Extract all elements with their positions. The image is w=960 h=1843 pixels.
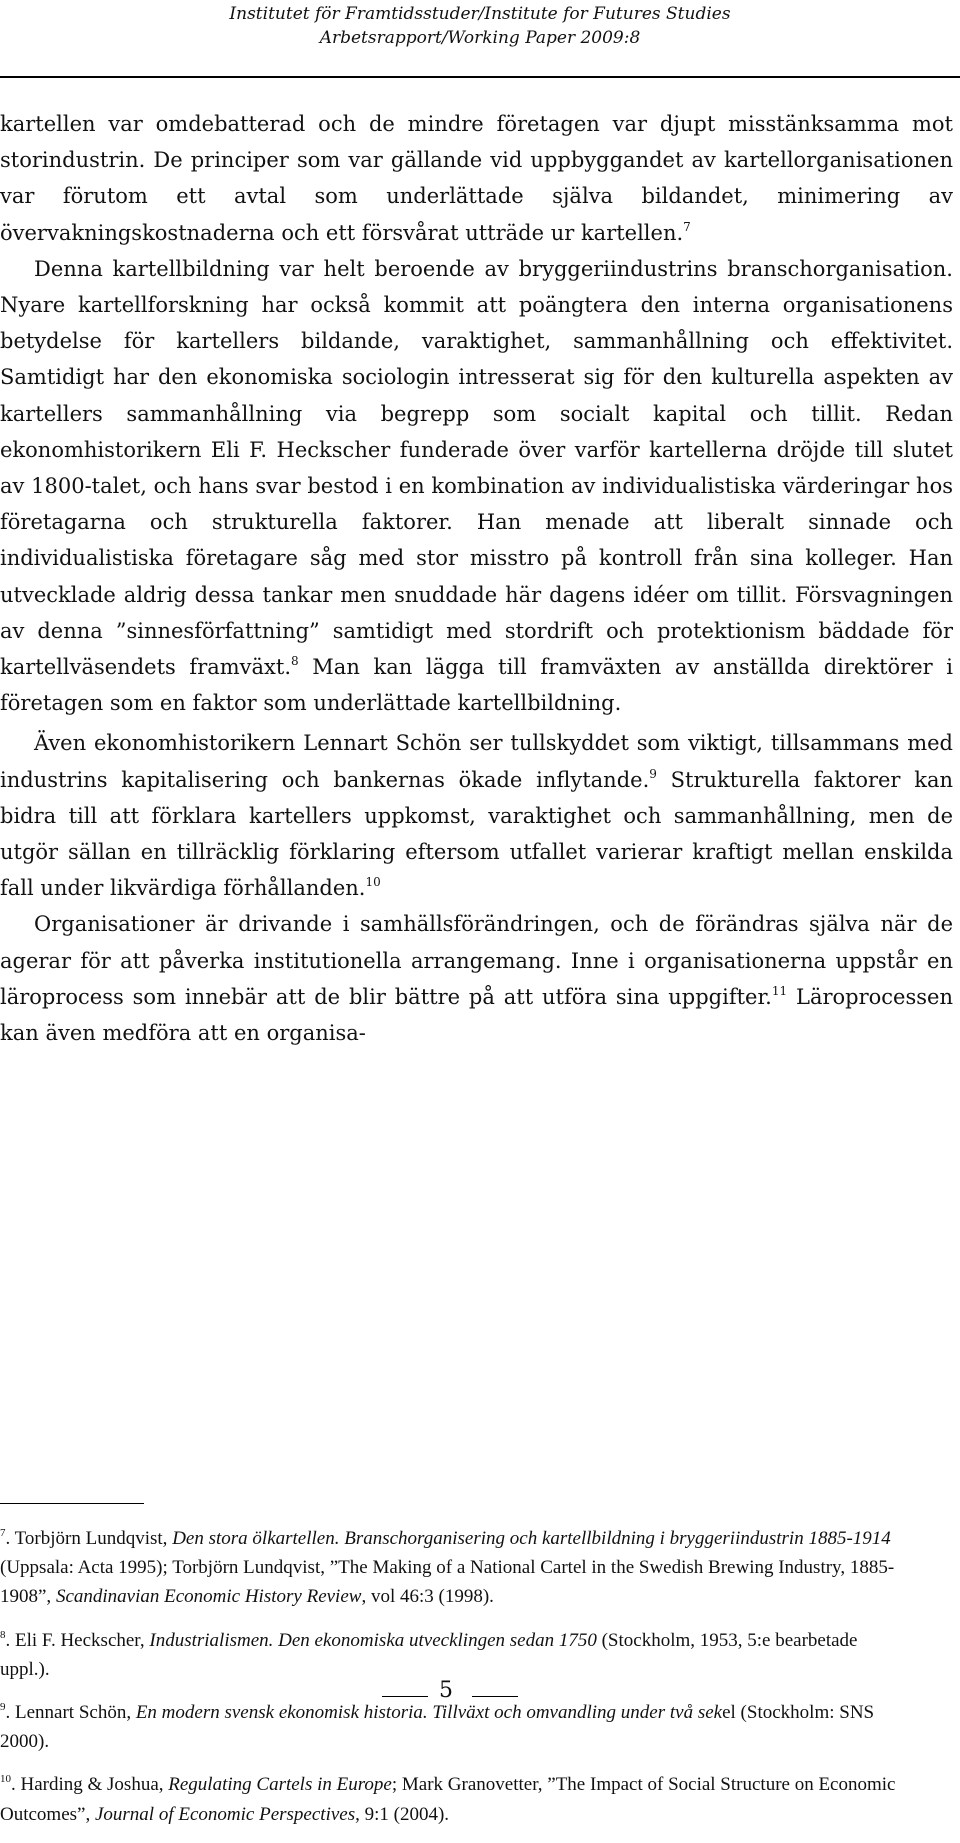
page-number: 5: [439, 1678, 453, 1703]
footnote-reference: 10: [365, 875, 381, 890]
footnote-number: 10: [0, 1773, 11, 1786]
footnote-number: 9: [0, 1701, 6, 1714]
footnote-text: el (Stockholm: SNS 2000).: [0, 1702, 875, 1753]
footnote-reference: 11: [771, 983, 788, 998]
text-run: Strukturella faktorer kan bidra till att förklara kartellers uppkomst, varaktighet och sammanhållning, men de utgör sällan en tillräcklig förklaring eftersom utfallet varierar kraftigt mellan enskilda fall under likvärdiga förhållanden.: [0, 767, 953, 901]
footnote-italic-title: En modern svensk ekonomisk historia. Tillväxt och omvandling under två sek: [135, 1702, 723, 1724]
footnote-italic-title: Industrialismen. Den ekonomiska utvecklingen sedan 1750: [149, 1629, 597, 1651]
body-paragraph: [0, 725, 953, 906]
text-run: Man kan lägga till framväxten av anställda direktörer i företagen som en faktor som underlättade kartellbildning.: [0, 655, 954, 716]
footnote-reference: 7: [683, 219, 691, 234]
footnote-text: . Harding & Joshua,: [11, 1774, 169, 1796]
page-footer: [0, 1678, 960, 1706]
footnote-italic-title: Scandinavian Economic History Review: [55, 1586, 362, 1608]
text-run: Läroprocessen kan även medföra att en organisa-: [0, 984, 953, 1046]
body-paragraph: [0, 251, 953, 722]
footnote-8: [0, 1626, 900, 1684]
page-number-dash-left: [382, 1696, 428, 1697]
footnote-text: (Uppsala: Acta 1995); Torbjörn Lundqvist, ”The Making of a National Cartel in the Swedish Brewing Industry, 1885-1908”,: [0, 1557, 895, 1608]
footnote-text: . Lennart Schön,: [5, 1702, 136, 1724]
page-number-dash-right: [472, 1696, 518, 1697]
footnote-reference: 9: [649, 766, 657, 781]
footnote-10: [0, 1770, 900, 1828]
footnote-italic-title: Journal of Economic Perspectives: [94, 1803, 356, 1825]
header-institute-line: Institutet för Framtidsstuder/Institute for Futures Studies: [229, 4, 731, 24]
footnote-separator: [0, 1503, 144, 1504]
body-text: [0, 106, 953, 1051]
footnote-text: ; Mark Granovetter, ”The Impact of Social Structure on Economic Outcomes”,: [0, 1774, 896, 1825]
footnote-reference: 8: [291, 654, 299, 669]
text-run: Denna kartellbildning var helt beroende av bryggeriindustrins branschorganisation. Nyare kartellforskning har också kommit att poängtera den interna organisationens betydelse för kartellers bildande, varaktighet, sammanhållning och effektivitet. Samtidigt har den ekonomiska sociologin intresserat sig för den kulturella aspekten av kartellers sammanhållning via begrepp som socialt kapital och tillit. Redan ekonomhistorikern Eli F. Heckscher funderade över varför kartellerna dröjde till slutet av 1800-talet, och hans svar bestod i en kombination av individualistiska värderingar hos företagarna och strukturella faktorer. Han menade att liberalt sinnade och individualistiska företagare såg med stor misstro på kontroll från sina kolleger. Han utvecklade aldrig dessa tankar men snuddade här dagens idéer om tillit. Försvagningen av denna ”sinnesförfattning” samtidigt med stordrift och protektionism bäddade för kartellväsendets framväxt.: [0, 256, 953, 680]
running-header: [0, 0, 960, 78]
footnote-text: . Eli F. Heckscher,: [5, 1629, 150, 1651]
text-run: Även ekonomhistorikern Lennart Schön ser tullskyddet som viktigt, tillsammans med industrins kapitalisering och bankernas ökade inflytande.: [0, 731, 953, 792]
footnote-text: . Torbjörn Lundqvist,: [5, 1528, 173, 1549]
header-paper-line: Arbetsrapport/Working Paper 2009:8: [319, 28, 641, 48]
footnote-text: (Stockholm, 1953, 5:e bearbetade uppl.).: [0, 1629, 858, 1680]
footnote-number: 8: [0, 1628, 6, 1641]
text-run: kartellen var omdebatterad och de mindre företagen var djupt misstänksamma mot storindustrin. De principer som var gällande vid uppbyggandet av kartellorganisationen var förutom ett avtal som underlättade själva bildandet, minimering av övervakningskostnaderna och ett försvårat utträde ur kartellen.: [0, 112, 953, 245]
body-paragraph: [0, 106, 953, 251]
footnote-text: , 9:1 (2004).: [355, 1803, 450, 1825]
footnote-number: 7: [0, 1527, 6, 1539]
body-paragraph: [0, 906, 953, 1051]
footnote-text: , vol 46:3 (1998).: [361, 1586, 494, 1608]
footnote-italic-title: Den stora ölkartellen. Branschorganisering och kartellbildning i bryggeriindustrin 1885-1914: [172, 1528, 891, 1549]
footnote-7: [0, 1524, 900, 1612]
text-run: Organisationer är drivande i samhällsförändringen, och de förändras själva när de agerar för att påverka institutionella arrangemang. Inne i organisationerna uppstår en läroprocess som innebär att de blir bättre på att utföra sina uppgifter.: [0, 912, 953, 1009]
footnote-italic-title: Regulating Cartels in Europe: [168, 1774, 392, 1796]
footnote-9: [0, 1698, 900, 1756]
